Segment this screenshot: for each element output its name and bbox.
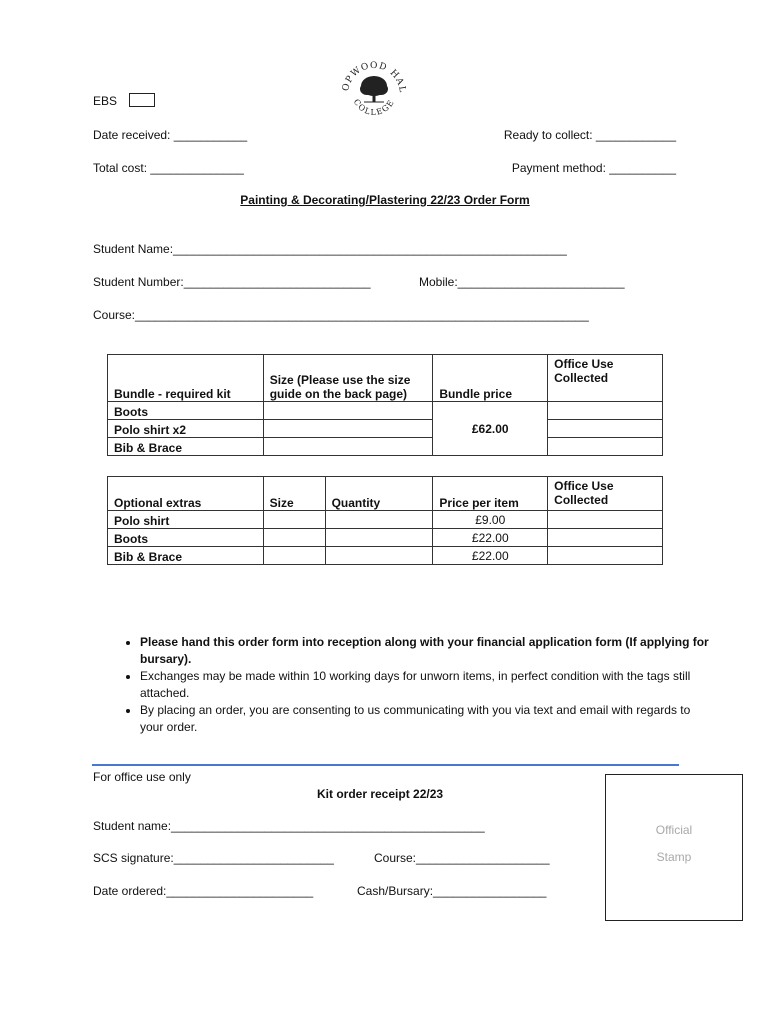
extras-item: Bib & Brace: [108, 547, 264, 565]
ready-to-collect-field[interactable]: Ready to collect: ____________: [503, 128, 676, 142]
receipt-student-name-field[interactable]: Student name:_______________________________________________: [93, 819, 485, 833]
course-field[interactable]: Course:____________________________________________________________________: [93, 308, 589, 322]
extras-office-cell[interactable]: [548, 547, 663, 565]
extras-quantity-input[interactable]: [325, 511, 433, 529]
student-name-field[interactable]: Student Name:___________________________________________________________: [93, 242, 567, 256]
extras-office-cell[interactable]: [548, 511, 663, 529]
list-item: • By placing an order, you are consenting to us communicating with you via text and email with regards to your order.: [140, 702, 710, 736]
extras-item: Polo shirt: [108, 511, 264, 529]
extras-header-size: Size: [263, 477, 325, 511]
extras-header-quantity: Quantity: [325, 477, 433, 511]
svg-text:COLLEGE: COLLEGE: [351, 97, 397, 117]
list-item: • Exchanges may be made within 10 working days for unworn items, in perfect condition with the tags still attached.: [140, 668, 710, 702]
extras-quantity-input[interactable]: [325, 529, 433, 547]
bundle-header-kit: Bundle - required kit: [108, 355, 264, 402]
divider: [92, 764, 679, 766]
bundle-item-boots: Boots: [108, 402, 264, 420]
payment-method-field[interactable]: Payment method: __________: [511, 161, 676, 175]
scs-signature-field[interactable]: SCS signature:________________________: [93, 851, 334, 865]
bundle-office-boots[interactable]: [548, 402, 663, 420]
student-number-field[interactable]: Student Number:____________________________: [93, 275, 371, 289]
extras-item: Boots: [108, 529, 264, 547]
cash-bursary-field[interactable]: Cash/Bursary:_________________: [357, 884, 547, 898]
ebs-checkbox[interactable]: [129, 93, 155, 107]
bundle-header-price: Bundle price: [433, 355, 548, 402]
extras-price: £9.00: [433, 511, 548, 529]
form-title: Painting & Decorating/Plastering 22/23 Order Form: [240, 193, 530, 207]
list-item: • Please hand this order form into reception along with your financial application form (If applying for bursary).: [140, 634, 710, 668]
ebs-label: EBS: [93, 94, 118, 108]
bundle-size-polo[interactable]: [263, 420, 433, 438]
office-use-label: For office use only: [93, 770, 191, 784]
extras-header-price: Price per item: [433, 477, 548, 511]
extras-header-office: Office Use Collected: [548, 477, 663, 511]
extras-table: [107, 476, 663, 565]
stamp-label-stamp: Stamp: [656, 850, 692, 864]
tree-icon: [360, 76, 388, 102]
bundle-size-bib[interactable]: [263, 438, 433, 456]
mobile-field[interactable]: Mobile:_________________________: [419, 275, 625, 289]
svg-text:HOPWOOD HALL: OPWOOD HAL: [341, 60, 408, 94]
receipt-title: Kit order receipt 22/23: [317, 787, 444, 801]
extras-quantity-input[interactable]: [325, 547, 433, 565]
notes-list: [110, 634, 710, 736]
date-received-field[interactable]: Date received: ___________: [93, 128, 248, 142]
stamp-label-official: Official: [655, 823, 693, 837]
bundle-item-bib: Bib & Brace: [108, 438, 264, 456]
bundle-item-polo: Polo shirt x2: [108, 420, 264, 438]
extras-office-cell[interactable]: [548, 529, 663, 547]
official-stamp-box: [605, 774, 743, 921]
table-row: [108, 529, 663, 547]
receipt-course-field[interactable]: Course:____________________: [374, 851, 550, 865]
extras-size-input[interactable]: [263, 511, 325, 529]
bundle-header-office: Office Use Collected: [548, 355, 663, 402]
extras-size-input[interactable]: [263, 547, 325, 565]
bundle-header-size: Size (Please use the size guide on the back page): [263, 355, 433, 402]
extras-price: £22.00: [433, 529, 548, 547]
date-ordered-field[interactable]: Date ordered:______________________: [93, 884, 314, 898]
extras-size-input[interactable]: [263, 529, 325, 547]
bundle-office-bib[interactable]: [548, 438, 663, 456]
table-row: [108, 511, 663, 529]
bundle-office-polo[interactable]: [548, 420, 663, 438]
extras-header-item: Optional extras: [108, 477, 264, 511]
bundle-size-boots[interactable]: [263, 402, 433, 420]
table-row: [108, 547, 663, 565]
total-cost-field[interactable]: Total cost: ______________: [93, 161, 244, 175]
college-logo: [338, 58, 410, 118]
bundle-table: [107, 354, 663, 456]
bundle-price: £62.00: [433, 402, 548, 456]
extras-price: £22.00: [433, 547, 548, 565]
